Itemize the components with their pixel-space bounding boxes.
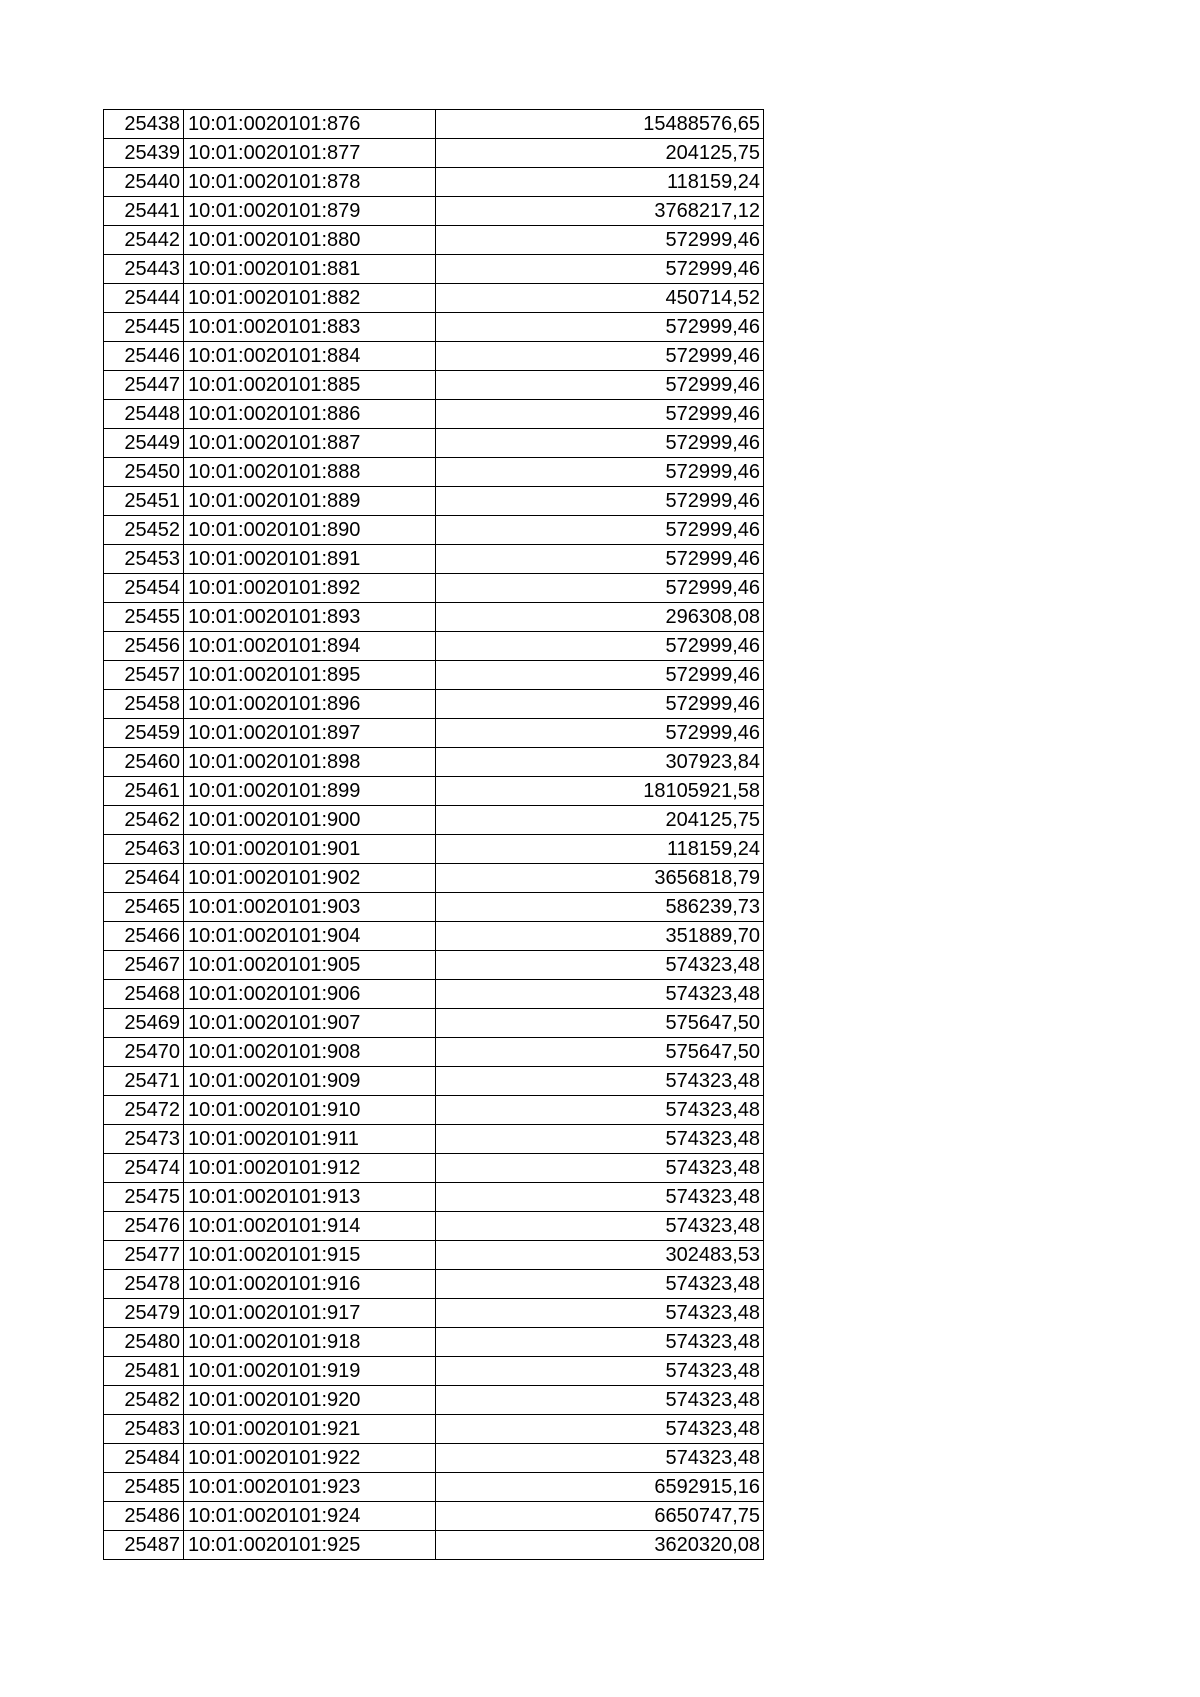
cadastral-value-cell: 572999,46 [436, 342, 764, 371]
cadastral-number-cell: 10:01:0020101:890 [184, 516, 436, 545]
cadastral-number-cell: 10:01:0020101:901 [184, 835, 436, 864]
row-number-cell: 25461 [104, 777, 184, 806]
cadastral-number-cell: 10:01:0020101:923 [184, 1473, 436, 1502]
cadastral-number-cell: 10:01:0020101:914 [184, 1212, 436, 1241]
cadastral-value-cell: 302483,53 [436, 1241, 764, 1270]
table-row [104, 255, 764, 284]
cadastral-value-cell: 572999,46 [436, 690, 764, 719]
cadastral-value-cell: 572999,46 [436, 574, 764, 603]
cadastral-number-cell: 10:01:0020101:881 [184, 255, 436, 284]
cadastral-value-cell: 572999,46 [436, 313, 764, 342]
cadastral-number-cell: 10:01:0020101:925 [184, 1531, 436, 1560]
row-number-cell: 25470 [104, 1038, 184, 1067]
row-number-cell: 25445 [104, 313, 184, 342]
table-row [104, 661, 764, 690]
table-row [104, 1357, 764, 1386]
row-number-cell: 25463 [104, 835, 184, 864]
row-number-cell: 25464 [104, 864, 184, 893]
cadastral-value-cell: 572999,46 [436, 458, 764, 487]
cadastral-value-cell: 574323,48 [436, 1212, 764, 1241]
cadastral-number-cell: 10:01:0020101:916 [184, 1270, 436, 1299]
cadastral-value-cell: 574323,48 [436, 1415, 764, 1444]
table-row [104, 1241, 764, 1270]
table-row [104, 313, 764, 342]
cadastral-number-cell: 10:01:0020101:876 [184, 110, 436, 139]
cadastral-value-cell: 572999,46 [436, 545, 764, 574]
cadastral-value-cell: 572999,46 [436, 226, 764, 255]
cadastral-value-cell: 574323,48 [436, 1096, 764, 1125]
cadastral-number-cell: 10:01:0020101:885 [184, 371, 436, 400]
row-number-cell: 25458 [104, 690, 184, 719]
cadastral-value-cell: 574323,48 [436, 1357, 764, 1386]
cadastral-value-cell: 574323,48 [436, 1067, 764, 1096]
cadastral-value-cell: 204125,75 [436, 139, 764, 168]
cadastral-value-table [103, 109, 764, 1560]
cadastral-number-cell: 10:01:0020101:908 [184, 1038, 436, 1067]
table-row [104, 458, 764, 487]
table-row [104, 545, 764, 574]
cadastral-number-cell: 10:01:0020101:924 [184, 1502, 436, 1531]
row-number-cell: 25468 [104, 980, 184, 1009]
cadastral-number-cell: 10:01:0020101:918 [184, 1328, 436, 1357]
cadastral-number-cell: 10:01:0020101:902 [184, 864, 436, 893]
cadastral-number-cell: 10:01:0020101:886 [184, 400, 436, 429]
cadastral-value-cell: 572999,46 [436, 719, 764, 748]
cadastral-value-cell: 572999,46 [436, 429, 764, 458]
row-number-cell: 25457 [104, 661, 184, 690]
cadastral-number-cell: 10:01:0020101:882 [184, 284, 436, 313]
table-row [104, 777, 764, 806]
row-number-cell: 25454 [104, 574, 184, 603]
cadastral-value-cell: 18105921,58 [436, 777, 764, 806]
cadastral-value-cell: 574323,48 [436, 1183, 764, 1212]
row-number-cell: 25444 [104, 284, 184, 313]
row-number-cell: 25474 [104, 1154, 184, 1183]
row-number-cell: 25485 [104, 1473, 184, 1502]
table-row [104, 835, 764, 864]
table-row [104, 690, 764, 719]
cadastral-value-cell: 574323,48 [436, 1386, 764, 1415]
table-row [104, 400, 764, 429]
cadastral-value-cell: 586239,73 [436, 893, 764, 922]
table-row [104, 1154, 764, 1183]
table-row [104, 1067, 764, 1096]
row-number-cell: 25449 [104, 429, 184, 458]
table-row [104, 748, 764, 777]
cadastral-number-cell: 10:01:0020101:879 [184, 197, 436, 226]
row-number-cell: 25448 [104, 400, 184, 429]
row-number-cell: 25472 [104, 1096, 184, 1125]
table-row [104, 342, 764, 371]
cadastral-number-cell: 10:01:0020101:891 [184, 545, 436, 574]
cadastral-value-cell: 572999,46 [436, 661, 764, 690]
cadastral-number-cell: 10:01:0020101:903 [184, 893, 436, 922]
row-number-cell: 25452 [104, 516, 184, 545]
cadastral-number-cell: 10:01:0020101:892 [184, 574, 436, 603]
table-row [104, 951, 764, 980]
table-row [104, 980, 764, 1009]
table-row [104, 1502, 764, 1531]
cadastral-number-cell: 10:01:0020101:893 [184, 603, 436, 632]
cadastral-value-cell: 572999,46 [436, 632, 764, 661]
cadastral-value-cell: 575647,50 [436, 1009, 764, 1038]
row-number-cell: 25476 [104, 1212, 184, 1241]
cadastral-value-cell: 574323,48 [436, 951, 764, 980]
cadastral-number-cell: 10:01:0020101:921 [184, 1415, 436, 1444]
row-number-cell: 25446 [104, 342, 184, 371]
cadastral-value-cell: 15488576,65 [436, 110, 764, 139]
table-row [104, 1125, 764, 1154]
cadastral-value-cell: 204125,75 [436, 806, 764, 835]
cadastral-number-cell: 10:01:0020101:884 [184, 342, 436, 371]
row-number-cell: 25443 [104, 255, 184, 284]
cadastral-number-cell: 10:01:0020101:895 [184, 661, 436, 690]
cadastral-number-cell: 10:01:0020101:919 [184, 1357, 436, 1386]
cadastral-value-cell: 351889,70 [436, 922, 764, 951]
row-number-cell: 25438 [104, 110, 184, 139]
row-number-cell: 25442 [104, 226, 184, 255]
cadastral-value-cell: 3620320,08 [436, 1531, 764, 1560]
cadastral-number-cell: 10:01:0020101:898 [184, 748, 436, 777]
row-number-cell: 25451 [104, 487, 184, 516]
row-number-cell: 25459 [104, 719, 184, 748]
table-row [104, 893, 764, 922]
table-row [104, 1415, 764, 1444]
row-number-cell: 25484 [104, 1444, 184, 1473]
cadastral-value-cell: 3656818,79 [436, 864, 764, 893]
row-number-cell: 25471 [104, 1067, 184, 1096]
cadastral-number-cell: 10:01:0020101:917 [184, 1299, 436, 1328]
row-number-cell: 25466 [104, 922, 184, 951]
cadastral-value-cell: 572999,46 [436, 516, 764, 545]
table-row [104, 1386, 764, 1415]
cadastral-value-cell: 572999,46 [436, 371, 764, 400]
table-row [104, 806, 764, 835]
cadastral-value-cell: 572999,46 [436, 400, 764, 429]
table-row [104, 429, 764, 458]
row-number-cell: 25453 [104, 545, 184, 574]
table-row [104, 1212, 764, 1241]
row-number-cell: 25479 [104, 1299, 184, 1328]
cadastral-number-cell: 10:01:0020101:878 [184, 168, 436, 197]
cadastral-value-cell: 574323,48 [436, 1328, 764, 1357]
cadastral-number-cell: 10:01:0020101:911 [184, 1125, 436, 1154]
cadastral-number-cell: 10:01:0020101:877 [184, 139, 436, 168]
cadastral-value-cell: 574323,48 [436, 1125, 764, 1154]
document-page [103, 109, 764, 1560]
cadastral-value-cell: 575647,50 [436, 1038, 764, 1067]
table-row [104, 1096, 764, 1125]
row-number-cell: 25465 [104, 893, 184, 922]
cadastral-number-cell: 10:01:0020101:887 [184, 429, 436, 458]
row-number-cell: 25467 [104, 951, 184, 980]
cadastral-value-cell: 118159,24 [436, 835, 764, 864]
table-row [104, 1328, 764, 1357]
table-row [104, 1009, 764, 1038]
cadastral-number-cell: 10:01:0020101:912 [184, 1154, 436, 1183]
table-row [104, 574, 764, 603]
cadastral-value-cell: 572999,46 [436, 255, 764, 284]
cadastral-number-cell: 10:01:0020101:920 [184, 1386, 436, 1415]
row-number-cell: 25455 [104, 603, 184, 632]
cadastral-number-cell: 10:01:0020101:897 [184, 719, 436, 748]
row-number-cell: 25481 [104, 1357, 184, 1386]
cadastral-number-cell: 10:01:0020101:904 [184, 922, 436, 951]
row-number-cell: 25439 [104, 139, 184, 168]
table-row [104, 284, 764, 313]
table-row [104, 1299, 764, 1328]
cadastral-value-cell: 450714,52 [436, 284, 764, 313]
cadastral-value-cell: 6650747,75 [436, 1502, 764, 1531]
table-row [104, 139, 764, 168]
table-body [104, 110, 764, 1560]
row-number-cell: 25469 [104, 1009, 184, 1038]
cadastral-number-cell: 10:01:0020101:899 [184, 777, 436, 806]
cadastral-value-cell: 118159,24 [436, 168, 764, 197]
row-number-cell: 25456 [104, 632, 184, 661]
cadastral-number-cell: 10:01:0020101:913 [184, 1183, 436, 1212]
table-row [104, 197, 764, 226]
cadastral-number-cell: 10:01:0020101:883 [184, 313, 436, 342]
table-row [104, 864, 764, 893]
table-row [104, 1473, 764, 1502]
table-row [104, 1531, 764, 1560]
table-row [104, 516, 764, 545]
table-row [104, 1444, 764, 1473]
table-row [104, 719, 764, 748]
cadastral-number-cell: 10:01:0020101:900 [184, 806, 436, 835]
row-number-cell: 25487 [104, 1531, 184, 1560]
row-number-cell: 25478 [104, 1270, 184, 1299]
table-row [104, 1038, 764, 1067]
row-number-cell: 25482 [104, 1386, 184, 1415]
row-number-cell: 25473 [104, 1125, 184, 1154]
cadastral-number-cell: 10:01:0020101:896 [184, 690, 436, 719]
table-row [104, 168, 764, 197]
row-number-cell: 25447 [104, 371, 184, 400]
cadastral-value-cell: 574323,48 [436, 980, 764, 1009]
cadastral-number-cell: 10:01:0020101:906 [184, 980, 436, 1009]
row-number-cell: 25475 [104, 1183, 184, 1212]
cadastral-value-cell: 574323,48 [436, 1154, 764, 1183]
table-row [104, 922, 764, 951]
cadastral-number-cell: 10:01:0020101:880 [184, 226, 436, 255]
cadastral-number-cell: 10:01:0020101:922 [184, 1444, 436, 1473]
cadastral-value-cell: 296308,08 [436, 603, 764, 632]
row-number-cell: 25477 [104, 1241, 184, 1270]
cadastral-number-cell: 10:01:0020101:907 [184, 1009, 436, 1038]
table-row [104, 110, 764, 139]
cadastral-number-cell: 10:01:0020101:910 [184, 1096, 436, 1125]
cadastral-value-cell: 574323,48 [436, 1444, 764, 1473]
cadastral-value-cell: 3768217,12 [436, 197, 764, 226]
row-number-cell: 25486 [104, 1502, 184, 1531]
table-row [104, 1270, 764, 1299]
row-number-cell: 25483 [104, 1415, 184, 1444]
cadastral-value-cell: 574323,48 [436, 1270, 764, 1299]
table-row [104, 603, 764, 632]
table-row [104, 226, 764, 255]
row-number-cell: 25450 [104, 458, 184, 487]
cadastral-number-cell: 10:01:0020101:905 [184, 951, 436, 980]
row-number-cell: 25462 [104, 806, 184, 835]
row-number-cell: 25440 [104, 168, 184, 197]
table-row [104, 632, 764, 661]
cadastral-value-cell: 6592915,16 [436, 1473, 764, 1502]
cadastral-value-cell: 574323,48 [436, 1299, 764, 1328]
row-number-cell: 25460 [104, 748, 184, 777]
cadastral-number-cell: 10:01:0020101:894 [184, 632, 436, 661]
cadastral-value-cell: 572999,46 [436, 487, 764, 516]
cadastral-number-cell: 10:01:0020101:889 [184, 487, 436, 516]
table-row [104, 371, 764, 400]
table-row [104, 487, 764, 516]
cadastral-number-cell: 10:01:0020101:915 [184, 1241, 436, 1270]
cadastral-number-cell: 10:01:0020101:888 [184, 458, 436, 487]
row-number-cell: 25480 [104, 1328, 184, 1357]
cadastral-number-cell: 10:01:0020101:909 [184, 1067, 436, 1096]
row-number-cell: 25441 [104, 197, 184, 226]
table-row [104, 1183, 764, 1212]
cadastral-value-cell: 307923,84 [436, 748, 764, 777]
